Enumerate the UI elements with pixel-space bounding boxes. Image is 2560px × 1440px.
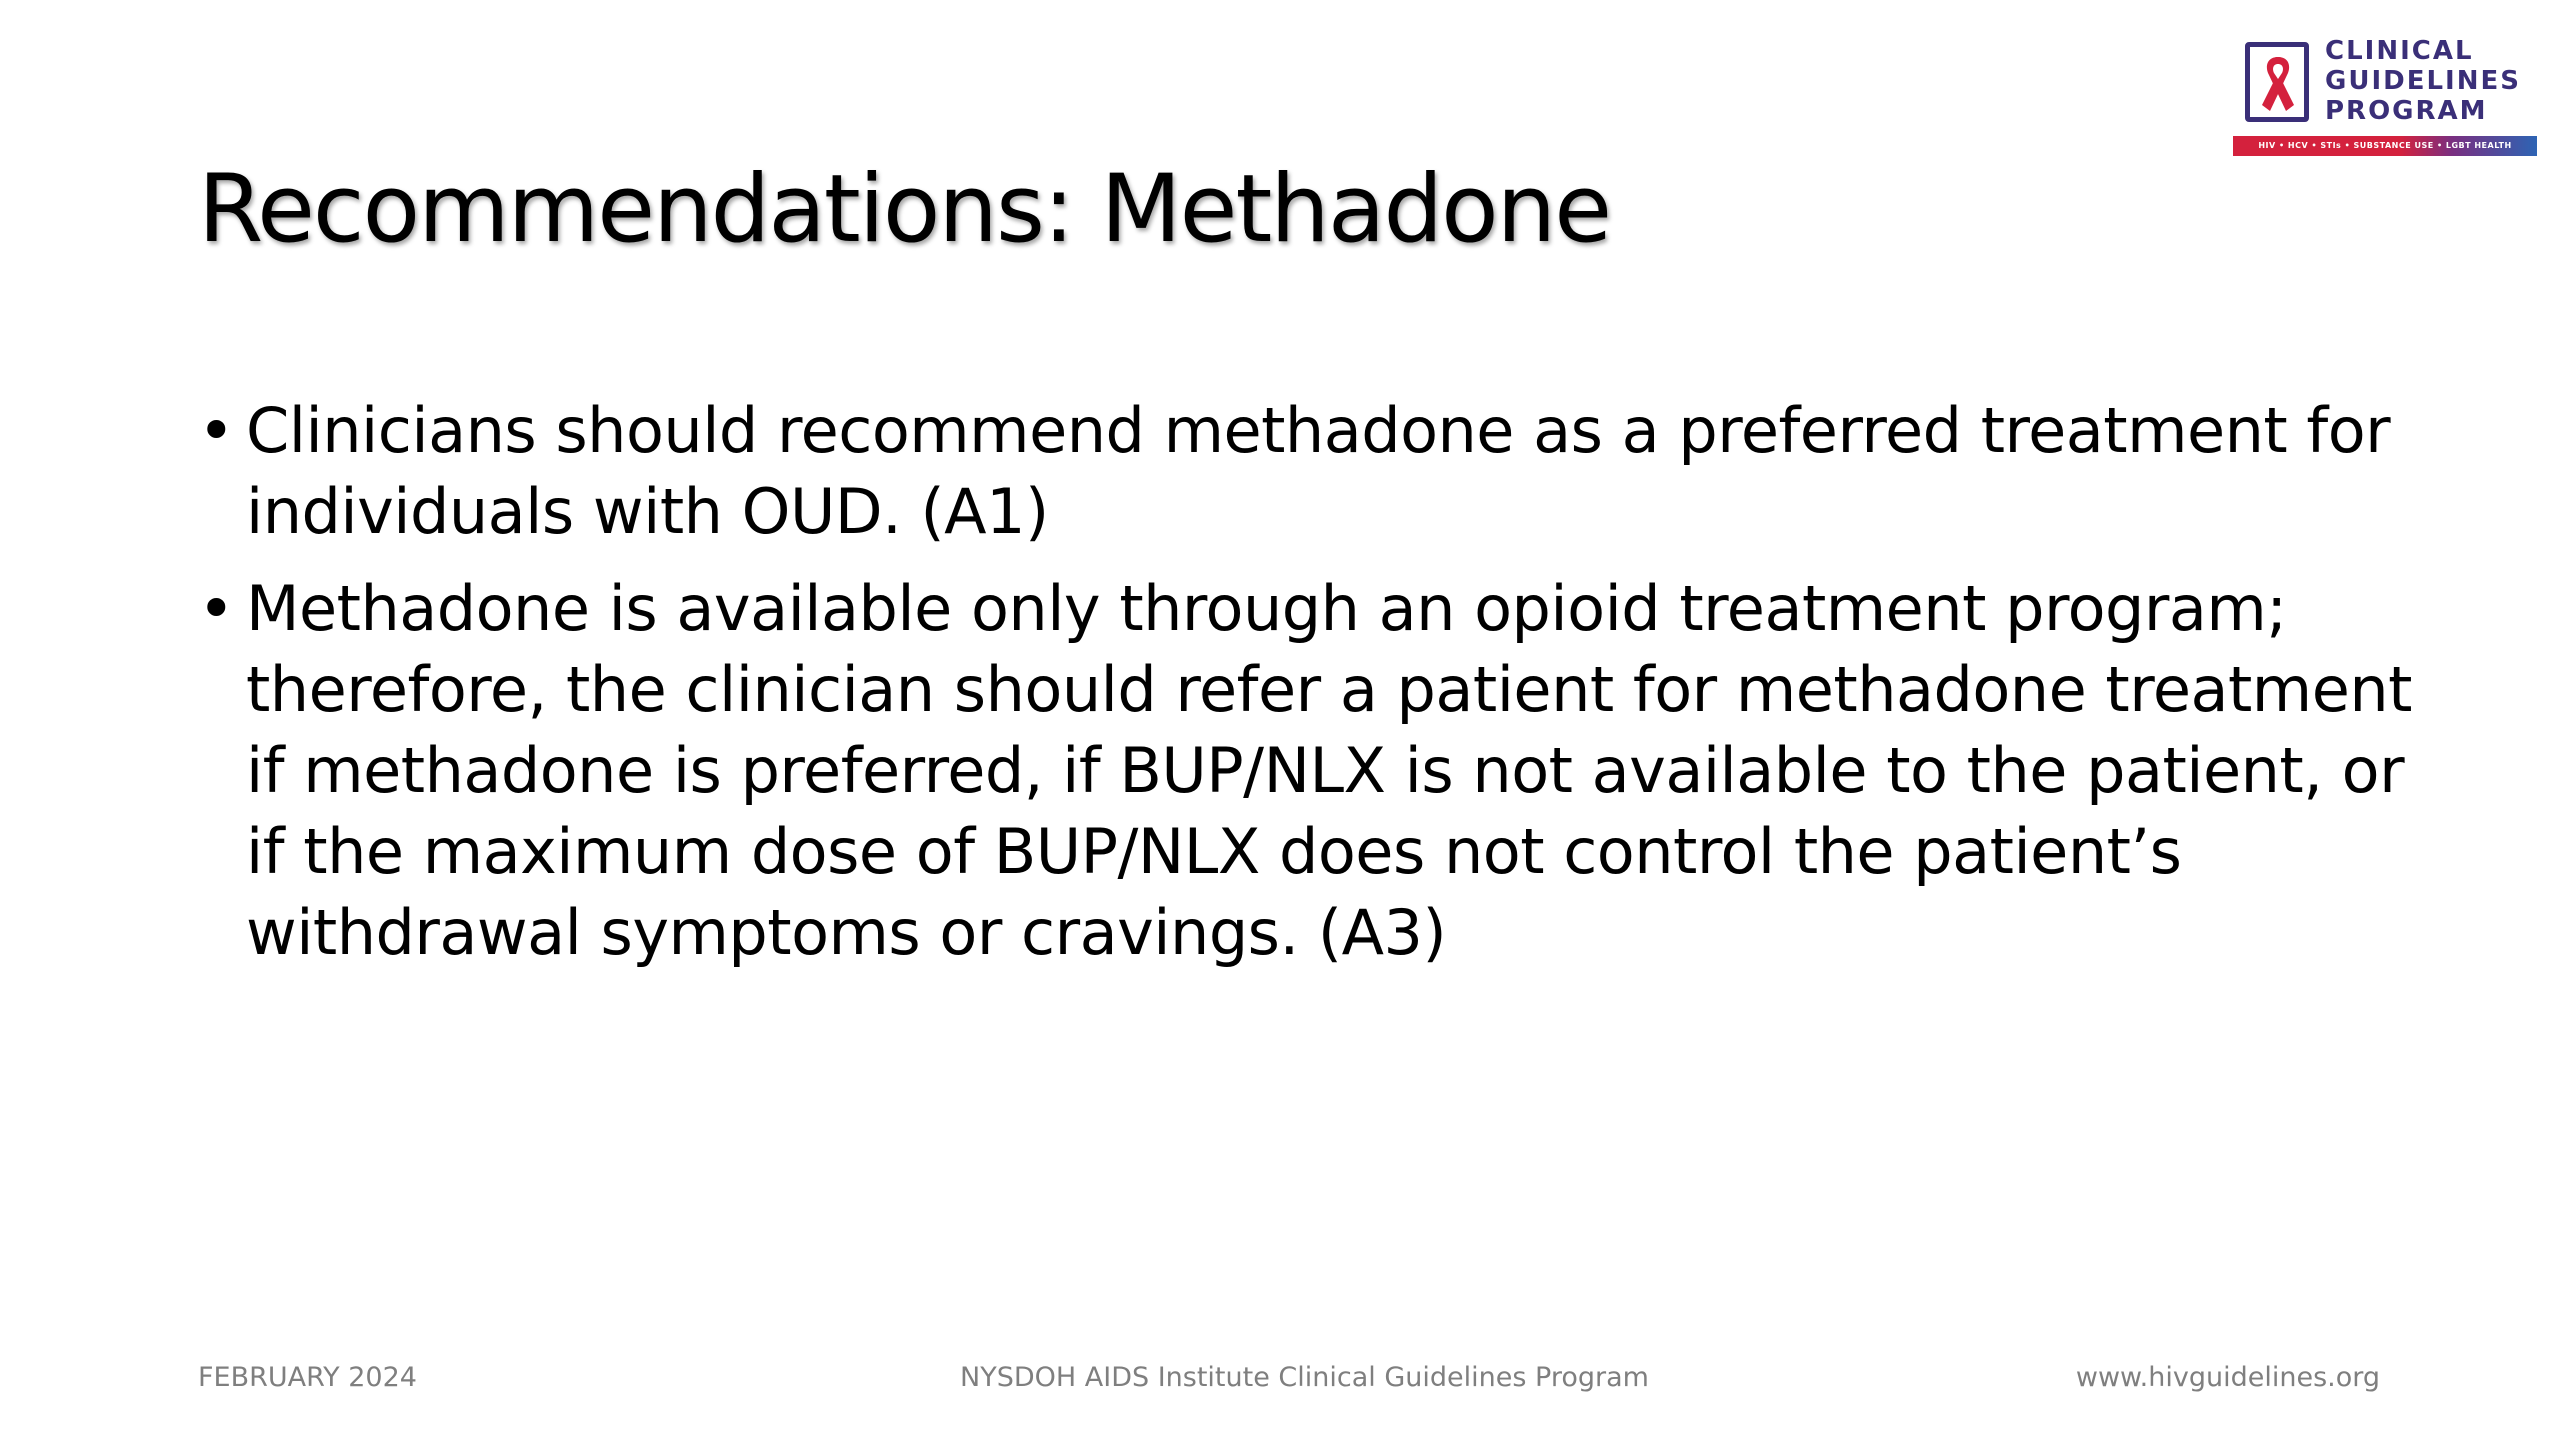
logo-text <box>2325 36 2521 126</box>
logo-frame <box>2245 42 2309 122</box>
bullet-marker: • <box>198 572 235 645</box>
footer-url[interactable]: www.hivguidelines.org <box>2075 1362 2380 1393</box>
clinical-guidelines-logo <box>2233 36 2533 162</box>
logo-line-3: PROGRAM <box>2325 96 2488 126</box>
bullet-text: Clinicians should recommend methadone as a preferred treatment for individuals with OUD. (A1) <box>246 394 2391 548</box>
bullet-item <box>198 390 2438 552</box>
slide-title: Recommendations: Methadone <box>198 155 1611 264</box>
bullet-text: Methadone is available only through an opioid treatment program; therefore, the clinician should refer a patient for methadone treatment if methadone is preferred, if BUP/NLX is not available to the patient, or if the maximum dose of BUP/NLX does not control the patient’s withdrawal symptoms or cravings. (A3) <box>246 572 2412 969</box>
footer-date: FEBRUARY 2024 <box>198 1362 417 1393</box>
logo-line-2: GUIDELINES <box>2325 66 2521 96</box>
footer-program: NYSDOH AIDS Institute Clinical Guidelines Program <box>960 1362 1649 1393</box>
ribbon-icon <box>2256 53 2300 115</box>
bullet-item <box>198 568 2438 973</box>
logo-line-1: CLINICAL <box>2325 36 2474 66</box>
bullet-marker: • <box>198 394 235 467</box>
bullet-list <box>198 390 2438 989</box>
logo-banner: HIV • HCV • STIs • SUBSTANCE USE • LGBT HEALTH <box>2233 136 2537 156</box>
